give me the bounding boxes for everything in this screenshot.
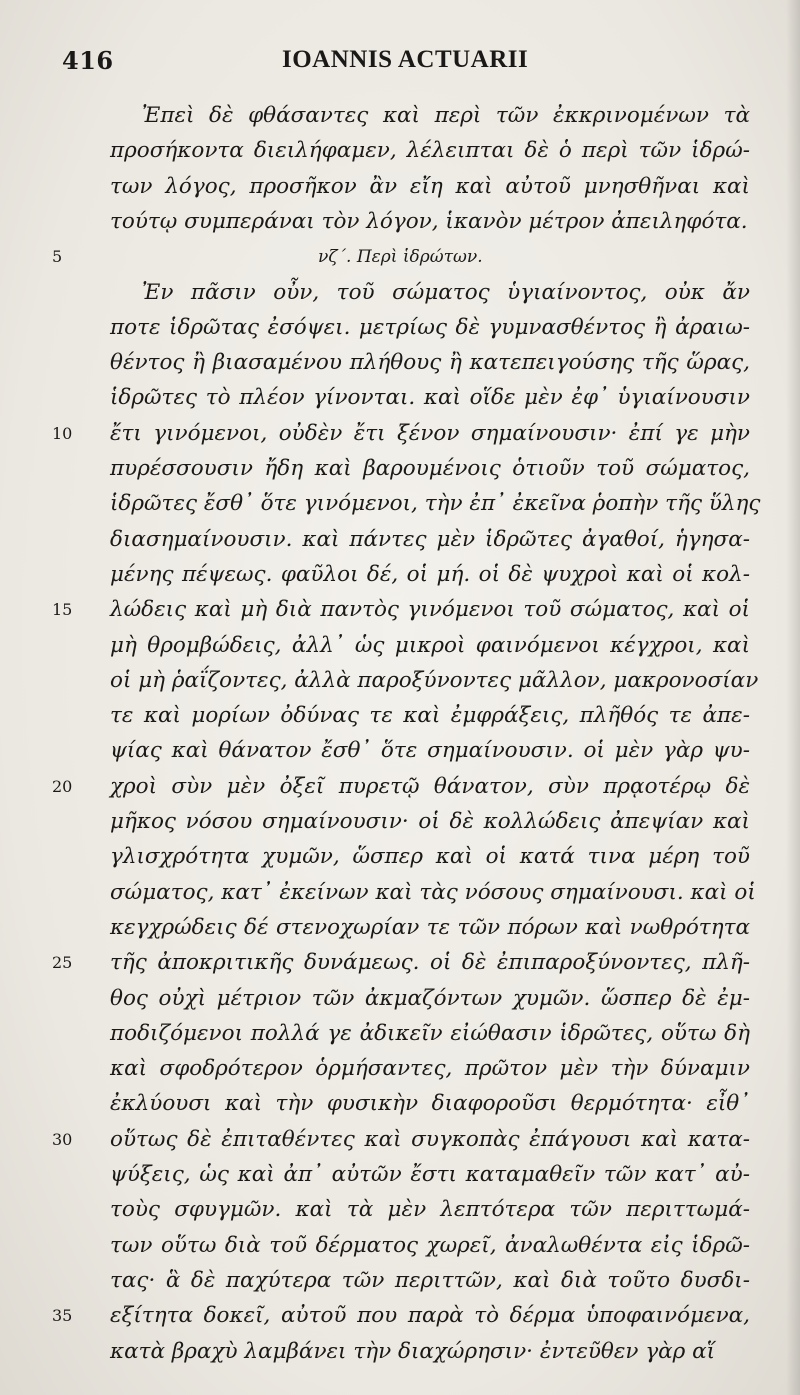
page-number: 416 xyxy=(62,46,114,75)
text-line: ἱδρῶτες τὸ πλέον γίνονται. καὶ οἵδε μὲν ἐφ᾽ ὑγιαίνουσιν xyxy=(110,385,750,411)
text-line: κεγχρώδεις δέ στενοχωρίαν τε τῶν πόρων καὶ νωθρότητα xyxy=(110,914,750,940)
text-line: θος οὐχὶ μέτριον τῶν ἀκμαζόντων χυμῶν. ὥσπερ δὲ ἐμ- xyxy=(110,985,750,1011)
line-number: 10 xyxy=(52,423,73,443)
text-line: γλισχρότητα χυμῶν, ὥσπερ καὶ οἱ κατά τινα μέρη τοῦ xyxy=(110,844,750,870)
text-line: κατὰ βραχὺ λαμβάνει τὴν διαχώρησιν· ἐντεῦθεν γὰρ αἵ xyxy=(110,1338,716,1364)
text-line: των λόγος, προσῆκον ἂν εἴη καὶ αὐτοῦ μνησθῆναι καὶ xyxy=(110,173,750,199)
text-line: μῆκος νόσου σημαίνουσιν· οἱ δὲ κολλώδεις ἀπεψίαν καὶ xyxy=(110,809,750,834)
text-line: τε καὶ μορίων ὀδύνας τε καὶ ἐμφράξεις, πλῆθός τε ἀπε- xyxy=(110,703,750,729)
text-line: Ἐν πᾶσιν οὖν, τοῦ σώματος ὑγιαίνοντος, οὐκ ἄν xyxy=(142,279,750,305)
text-line: σώματος, κατ᾽ ἐκείνων καὶ τὰς νόσους σημαίνουσι. καὶ οἱ xyxy=(110,879,756,905)
line-number: 30 xyxy=(52,1129,73,1149)
running-head: IOANNIS ACTUARII xyxy=(282,46,529,73)
text-line: τας· ἃ δὲ παχύτερα τῶν περιττῶν, καὶ διὰ τοῦτο δυσδι- xyxy=(110,1267,750,1293)
line-number: 15 xyxy=(52,600,73,620)
text-line: λώδεις καὶ μὴ διὰ παντὸς γινόμενοι τοῦ σώματος, καὶ οἱ xyxy=(110,597,750,623)
text-line: ἐκλύουσι καὶ τὴν φυσικὴν διαφοροῦσι θερμότητα· εἶθ᾽ xyxy=(110,1091,750,1117)
text-line: διασημαίνουσιν. καὶ πάντες μὲν ἱδρῶτες ἀγαθοί, ἡγησα- xyxy=(110,526,750,552)
text-line: των οὕτω διὰ τοῦ δέρματος χωρεῖ, ἀναλωθέντα εἰς ἱδρῶ- xyxy=(110,1232,750,1258)
text-line: μὴ θρομβώδεις, ἀλλ᾽ ὡς μικροὶ φαινόμενοι κέγχροι, καὶ xyxy=(110,632,750,658)
text-line: Ἐπεὶ δὲ φθάσαντες καὶ περὶ τῶν ἐκκρινομένων τὰ xyxy=(142,103,750,128)
line-number: 35 xyxy=(52,1306,73,1326)
text-line: ποδιζόμενοι πολλά γε ἀδικεῖν εἰώθασιν ἱδρῶτες, οὕτω δὴ xyxy=(110,1020,750,1046)
text-line: προσήκοντα διειλήφαμεν, λέλειπται δὲ ὁ περὶ τῶν ἱδρώ- xyxy=(110,138,750,164)
text-line: θέντος ἢ βιασαμένου πλήθους ἢ κατεπειγούσης τῆς ὥρας, xyxy=(110,350,750,376)
text-line: τούτῳ συμπεράναι τὸν λόγον, ἱκανὸν μέτρον ἀπειληφότα. xyxy=(110,208,748,234)
line-number: 5 xyxy=(52,247,63,267)
line-number: 20 xyxy=(52,776,73,796)
text-line: ἔτι γινόμενοι, οὐδὲν ἔτι ξένον σημαίνουσιν· ἐπί γε μὴν xyxy=(110,420,750,446)
text-line: ποτε ἱδρῶτας ἐσόψει. μετρίως δὲ γυμνασθέντος ἢ ἀραιω- xyxy=(110,314,750,340)
line-number: 25 xyxy=(52,953,73,973)
text-line: εξίτητα δοκεῖ, αὐτοῦ που παρὰ τὸ δέρμα ὑποφαινόμενα, xyxy=(110,1303,750,1329)
text-line: ψίας καὶ θάνατον ἔσθ᾽ ὅτε σημαίνουσιν. οἱ μὲν γὰρ ψυ- xyxy=(110,738,750,764)
text-line: οὕτως δὲ ἐπιταθέντες καὶ συγκοπὰς ἐπάγουσι καὶ κατα- xyxy=(110,1126,750,1152)
text-line: πυρέσσουσιν ἤδη καὶ βαρουμένοις ὁτιοῦν τοῦ σώματος, xyxy=(110,456,750,481)
text-line: τῆς ἀποκριτικῆς δυνάμεως. οἱ δὲ ἐπιπαροξύνοντες, πλῆ- xyxy=(110,950,750,976)
section-heading: νζ΄. Περὶ ἱδρώτων. xyxy=(318,247,483,268)
text-line: καὶ σφοδρότερον ὁρμήσαντες, πρῶτον μὲν τὴν δύναμιν xyxy=(110,1056,750,1082)
text-line: ψύξεις, ὡς καὶ ἀπ᾽ αὐτῶν ἔστι καταμαθεῖν τῶν κατ᾽ αὐ- xyxy=(110,1162,750,1187)
text-line: χροὶ σὺν μὲν ὀξεῖ πυρετῷ θάνατον, σὺν πρᾳοτέρῳ δὲ xyxy=(110,773,750,799)
text-line: ἱδρῶτες ἔσθ᾽ ὅτε γινόμενοι, τὴν ἐπ᾽ ἐκεῖνα ῥοπὴν τῆς ὕλης xyxy=(110,491,761,517)
text-line: τοὺς σφυγμῶν. καὶ τὰ μὲν λεπτότερα τῶν περιττωμά- xyxy=(110,1197,750,1223)
text-line: μένης πέψεως. φαῦλοι δέ, οἱ μή. οἱ δὲ ψυχροὶ καὶ οἱ κολ- xyxy=(110,561,750,587)
text-line: οἱ μὴ ῥαΐζοντες, ἀλλὰ παροξύνοντες μᾶλλον, μακρονοσίαν xyxy=(110,667,759,693)
